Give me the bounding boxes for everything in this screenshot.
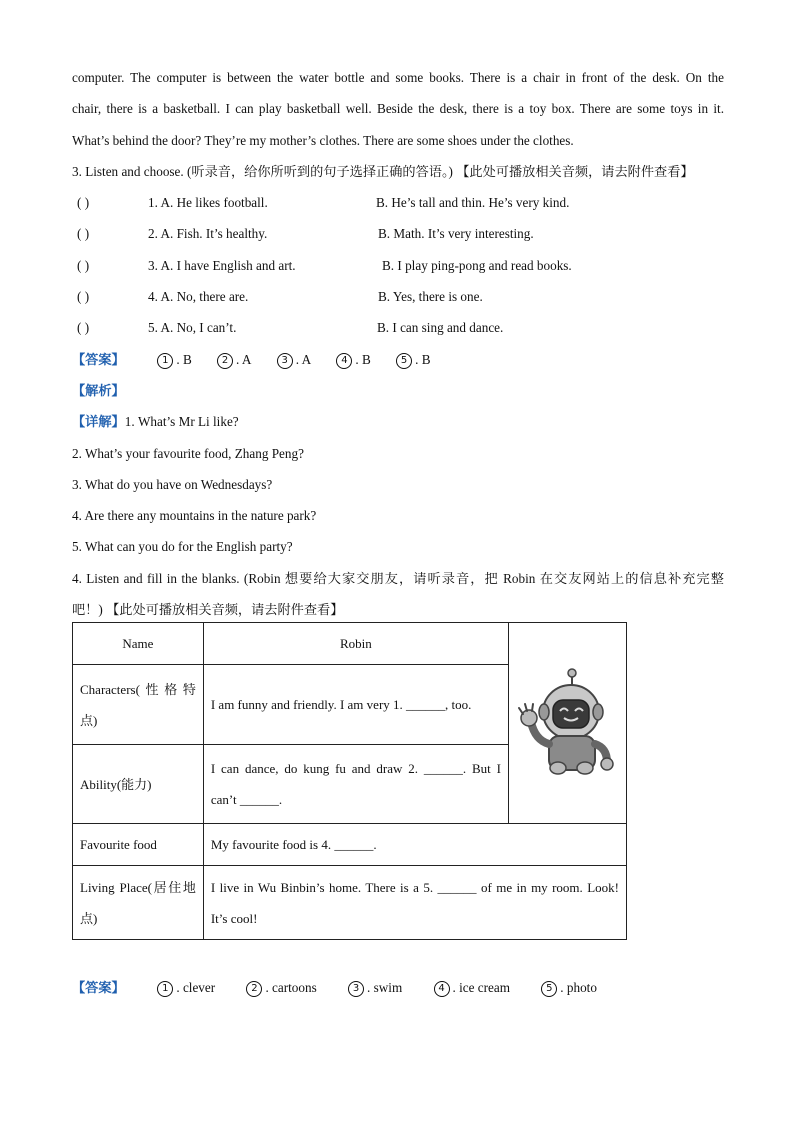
question-row xyxy=(72,250,724,281)
question-row xyxy=(72,312,724,343)
option-a: 1. A. He likes football. xyxy=(148,195,268,211)
living-value: I live in Wu Binbin’s home. There is a 5. ______ of me in my room. Look! It’s cool! xyxy=(203,866,626,940)
option-b: B. I can sing and dance. xyxy=(377,320,504,336)
answer-item xyxy=(541,972,597,1003)
analysis-line xyxy=(72,375,724,406)
detail-line: 2. What’s your favourite food, Zhang Peng? xyxy=(72,445,304,461)
robot-image-cell xyxy=(508,623,626,824)
answer-label: 【答案】 xyxy=(72,352,125,368)
answer-value: . B xyxy=(415,351,431,367)
answer-item xyxy=(157,972,215,1003)
circled-number: 2 xyxy=(246,981,262,997)
name-value: Robin xyxy=(203,623,508,665)
option-b: B. Math. It’s very interesting. xyxy=(378,226,534,242)
ability-label: Ability(能力) xyxy=(73,745,204,824)
answer-item xyxy=(396,344,430,375)
intro-line: chair, there is a basketball. I can play basketball well. Beside the desk, there is a toy box. There are some toys in it. xyxy=(72,101,724,117)
intro-line: computer. The computer is between the water bottle and some books. There is a chair in front of the desk. On the xyxy=(72,70,724,85)
answer-item xyxy=(246,972,316,1003)
answer-item xyxy=(217,344,251,375)
answer-item xyxy=(348,972,402,1003)
answer-item xyxy=(277,344,311,375)
option-a: 3. A. I have English and art. xyxy=(148,257,296,273)
living-label: Living Place(居住地点) xyxy=(73,866,204,940)
option-b: B. I play ping-pong and read books. xyxy=(382,257,572,273)
question-row xyxy=(72,187,724,218)
section4-heading: 4. Listen and fill in the blanks. (Robin 想要给大家交朋友，请听录音，把 Robin 在交友网站上的信息补充完整 xyxy=(72,570,724,586)
name-label: Name xyxy=(73,623,204,665)
detail-label: 【详解】 xyxy=(72,415,125,431)
detail-line: 4. Are there any mountains in the nature park? xyxy=(72,508,317,524)
answer-blank: ( ) xyxy=(77,289,90,305)
analysis-label: 【解析】 xyxy=(72,383,125,399)
question-row xyxy=(72,218,724,249)
answer-item xyxy=(157,344,191,375)
answer-value: . B xyxy=(355,351,371,367)
circled-number: 5 xyxy=(396,353,412,369)
answer-line xyxy=(72,344,724,375)
circled-number: 2 xyxy=(217,353,233,369)
answer-value: . A xyxy=(236,351,252,367)
answer-blank: ( ) xyxy=(77,195,90,211)
section3-heading: 3. Listen and choose. (听录音，给你所听到的句子选择正确的答语。) 【此处可播放相关音频，请去附件查看】 xyxy=(72,163,694,179)
option-b: B. He’s tall and thin. He’s very kind. xyxy=(376,195,570,211)
characters-value: I am funny and friendly. I am very 1. ______, too. xyxy=(203,665,508,745)
option-a: 2. A. Fish. It’s healthy. xyxy=(148,226,268,242)
option-a: 4. A. No, there are. xyxy=(148,289,249,305)
circled-number: 1 xyxy=(157,353,173,369)
characters-label: Characters(性格特点) xyxy=(73,665,204,745)
circled-number: 4 xyxy=(336,353,352,369)
answer-item xyxy=(434,972,510,1003)
detail-text: 1. What’s Mr Li like? xyxy=(124,414,239,430)
section4-answer-line xyxy=(72,972,619,1003)
detail-line xyxy=(72,406,724,437)
answer-value: . ice cream xyxy=(452,980,510,995)
answer-value: . B xyxy=(176,351,192,367)
circled-number: 3 xyxy=(277,353,293,369)
section4-heading-cont: 吧！) 【此处可播放相关音频，请去附件查看】 xyxy=(72,602,344,618)
detail-line: 3. What do you have on Wednesdays? xyxy=(72,476,273,492)
answer-value: . photo xyxy=(560,980,597,995)
document-page xyxy=(72,62,724,625)
food-label: Favourite food xyxy=(73,824,204,866)
answer-blank: ( ) xyxy=(77,226,90,242)
robin-info-table xyxy=(72,622,627,940)
circled-number: 1 xyxy=(157,981,173,997)
answer-value: . swim xyxy=(367,980,403,995)
detail-line: 5. What can you do for the English party? xyxy=(72,539,293,555)
robot-illustration xyxy=(509,668,625,778)
option-b: B. Yes, there is one. xyxy=(378,289,483,305)
intro-line: What’s behind the door? They’re my mother’s clothes. There are some shoes under the clothes. xyxy=(72,132,574,148)
answer-blank: ( ) xyxy=(77,320,90,336)
answer-value: . clever xyxy=(176,980,216,995)
ability-value: I can dance, do kung fu and draw 2. ______. But I can’t ______. xyxy=(203,745,508,824)
circled-number: 3 xyxy=(348,981,364,997)
answer-blank: ( ) xyxy=(77,257,90,273)
food-value: My favourite food is 4. ______. xyxy=(203,824,626,866)
intro-paragraph xyxy=(72,62,724,156)
answer-item xyxy=(336,344,370,375)
answer-label: 【答案】 xyxy=(72,981,125,996)
circled-number: 5 xyxy=(541,981,557,997)
circled-number: 4 xyxy=(434,981,450,997)
answer-value: . cartoons xyxy=(265,980,317,995)
question-row xyxy=(72,281,724,312)
answer-value: . A xyxy=(295,351,312,367)
option-a: 5. A. No, I can’t. xyxy=(148,320,237,336)
